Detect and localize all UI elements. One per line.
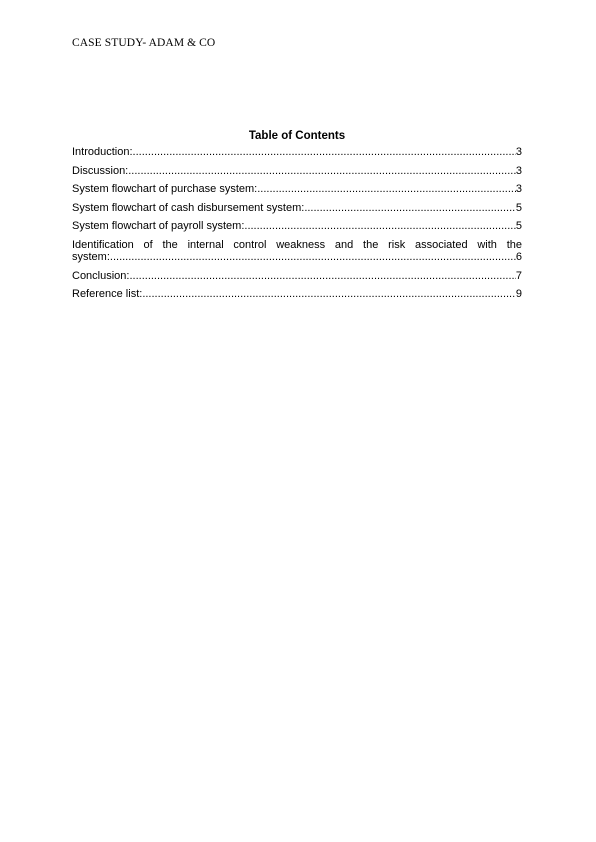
toc-entry-label: Reference list:: [72, 288, 143, 300]
toc-dot-leader: [142, 288, 516, 301]
toc-entry-page: 6: [515, 251, 522, 263]
toc-dot-leader: [244, 220, 515, 233]
toc-entry-label: Introduction:: [72, 146, 133, 158]
toc-entry-payroll-flowchart[interactable]: [72, 220, 522, 233]
toc-entry-page: 3: [515, 183, 522, 195]
toc-entry-page: 3: [515, 146, 522, 158]
toc-entry-purchase-flowchart[interactable]: [72, 183, 522, 196]
toc-entry-page: 5: [515, 201, 522, 214]
running-header: CASE STUDY- ADAM & CO: [72, 37, 216, 49]
toc-entry-introduction[interactable]: [72, 146, 522, 159]
toc-entry-label: System flowchart of payroll system:: [72, 220, 245, 232]
toc-entry-conclusion[interactable]: [72, 270, 522, 283]
toc-entry-page: 3: [515, 164, 522, 177]
toc-entry-label: Conclusion:: [72, 269, 130, 282]
toc-entry-label: System flowchart of cash disbursement system:: [72, 201, 305, 214]
toc-dot-leader: [110, 251, 516, 264]
toc-entry-page: 9: [515, 288, 522, 300]
table-of-contents: [72, 130, 522, 307]
toc-dot-leader: [128, 165, 516, 178]
toc-entry-label: Discussion:: [72, 164, 129, 177]
toc-entry-cash-disbursement-flowchart[interactable]: [72, 202, 522, 215]
toc-title: Table of Contents: [248, 130, 346, 142]
toc-entry-label-line2: system:: [72, 251, 110, 263]
toc-entry-discussion[interactable]: [72, 165, 522, 178]
toc-entry-label-line1: Identification of the internal control weakness and the risk associated with the: [72, 238, 522, 251]
toc-entry-reference-list[interactable]: [72, 288, 522, 301]
toc-entry-label: System flowchart of purchase system:: [72, 183, 258, 195]
toc-entry-page: 7: [515, 269, 522, 282]
toc-dot-leader: [257, 183, 516, 196]
toc-dot-leader: [129, 270, 515, 283]
toc-dot-leader: [133, 146, 516, 159]
toc-entry-page: 5: [515, 220, 522, 232]
toc-entry-internal-control-weakness[interactable]: [72, 239, 522, 264]
toc-dot-leader: [304, 202, 516, 215]
